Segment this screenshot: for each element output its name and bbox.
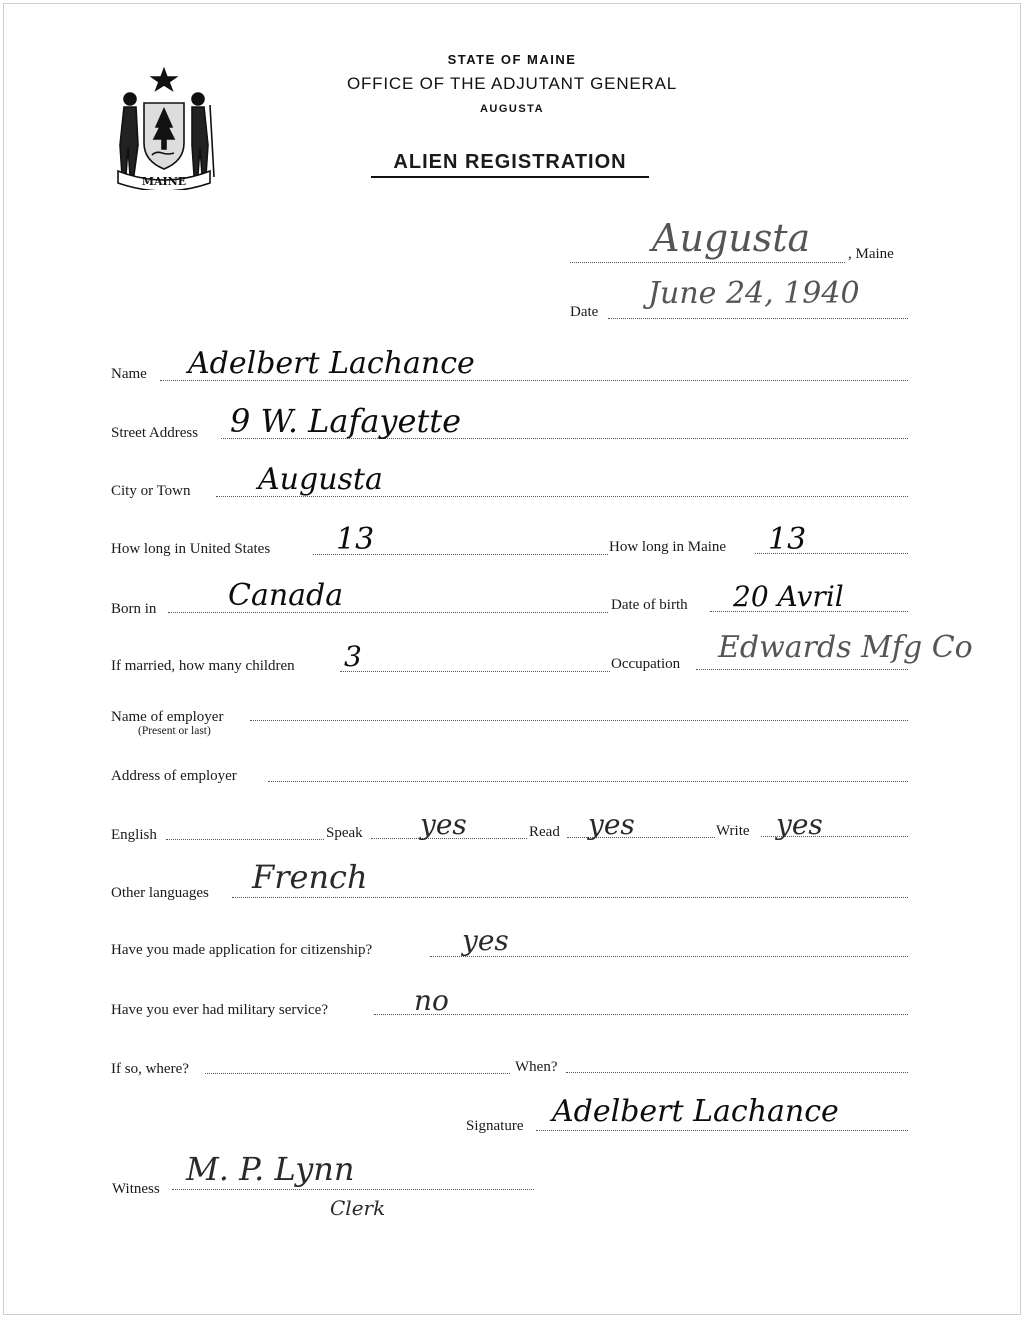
born-label: Born in — [111, 601, 157, 617]
military-value: no — [414, 984, 449, 1017]
speak-label: Speak — [326, 825, 363, 841]
seal-banner-text: MAINE — [141, 175, 187, 188]
write-label: Write — [716, 823, 750, 839]
city-value: Augusta — [258, 462, 383, 497]
signature-label: Signature — [466, 1118, 524, 1134]
name-label: Name — [111, 366, 147, 382]
date-label: Date — [570, 304, 599, 320]
us-years-label: How long in United States — [111, 541, 271, 557]
witness-label: Witness — [112, 1181, 160, 1197]
maine-label: , Maine — [848, 246, 894, 262]
other-languages-value: French — [252, 858, 368, 896]
name-value: Adelbert Lachance — [188, 346, 475, 381]
employer-label: Name of employer — [111, 709, 224, 725]
street-label: Street Address — [111, 425, 199, 441]
read-value: yes — [588, 808, 635, 841]
city-heading: AUGUSTA — [479, 103, 545, 115]
date-value: June 24, 1940 — [648, 276, 860, 311]
dob-value: 20 Avril — [733, 580, 844, 613]
born-value: Canada — [228, 578, 344, 613]
city-label: City or Town — [111, 483, 191, 499]
occupation-label: Occupation — [611, 656, 681, 672]
page-title: ALIEN REGISTRATION — [371, 151, 649, 178]
when-label: When? — [515, 1059, 558, 1075]
military-label: Have you ever had military service? — [111, 1002, 328, 1018]
state-heading: STATE OF MAINE — [447, 52, 577, 67]
employer-note: (Present or last) — [138, 725, 211, 737]
place-value: Augusta — [652, 216, 811, 260]
citizenship-value: yes — [462, 924, 509, 957]
office-heading: OFFICE OF THE ADJUTANT GENERAL — [346, 74, 678, 93]
maine-years-value: 13 — [768, 522, 807, 557]
where-label: If so, where? — [111, 1061, 189, 1077]
children-label: If married, how many children — [111, 658, 295, 674]
read-label: Read — [529, 824, 560, 840]
occupation-value: Edwards Mfg Co — [718, 630, 973, 665]
dob-label: Date of birth — [611, 597, 688, 613]
street-value: 9 W. Lafayette — [230, 402, 462, 440]
write-value: yes — [776, 808, 823, 841]
witness-value: M. P. Lynn — [186, 1150, 355, 1188]
maine-years-label: How long in Maine — [609, 539, 727, 555]
employer-address-label: Address of employer — [111, 768, 237, 784]
signature-value: Adelbert Lachance — [552, 1094, 839, 1129]
other-languages-label: Other languages — [111, 885, 209, 901]
us-years-value: 13 — [336, 522, 375, 557]
witness-title-value: Clerk — [330, 1196, 386, 1220]
citizenship-label: Have you made application for citizenship? — [111, 942, 373, 958]
speak-value: yes — [420, 808, 467, 841]
children-value: 3 — [344, 640, 362, 673]
english-label: English — [111, 827, 157, 843]
